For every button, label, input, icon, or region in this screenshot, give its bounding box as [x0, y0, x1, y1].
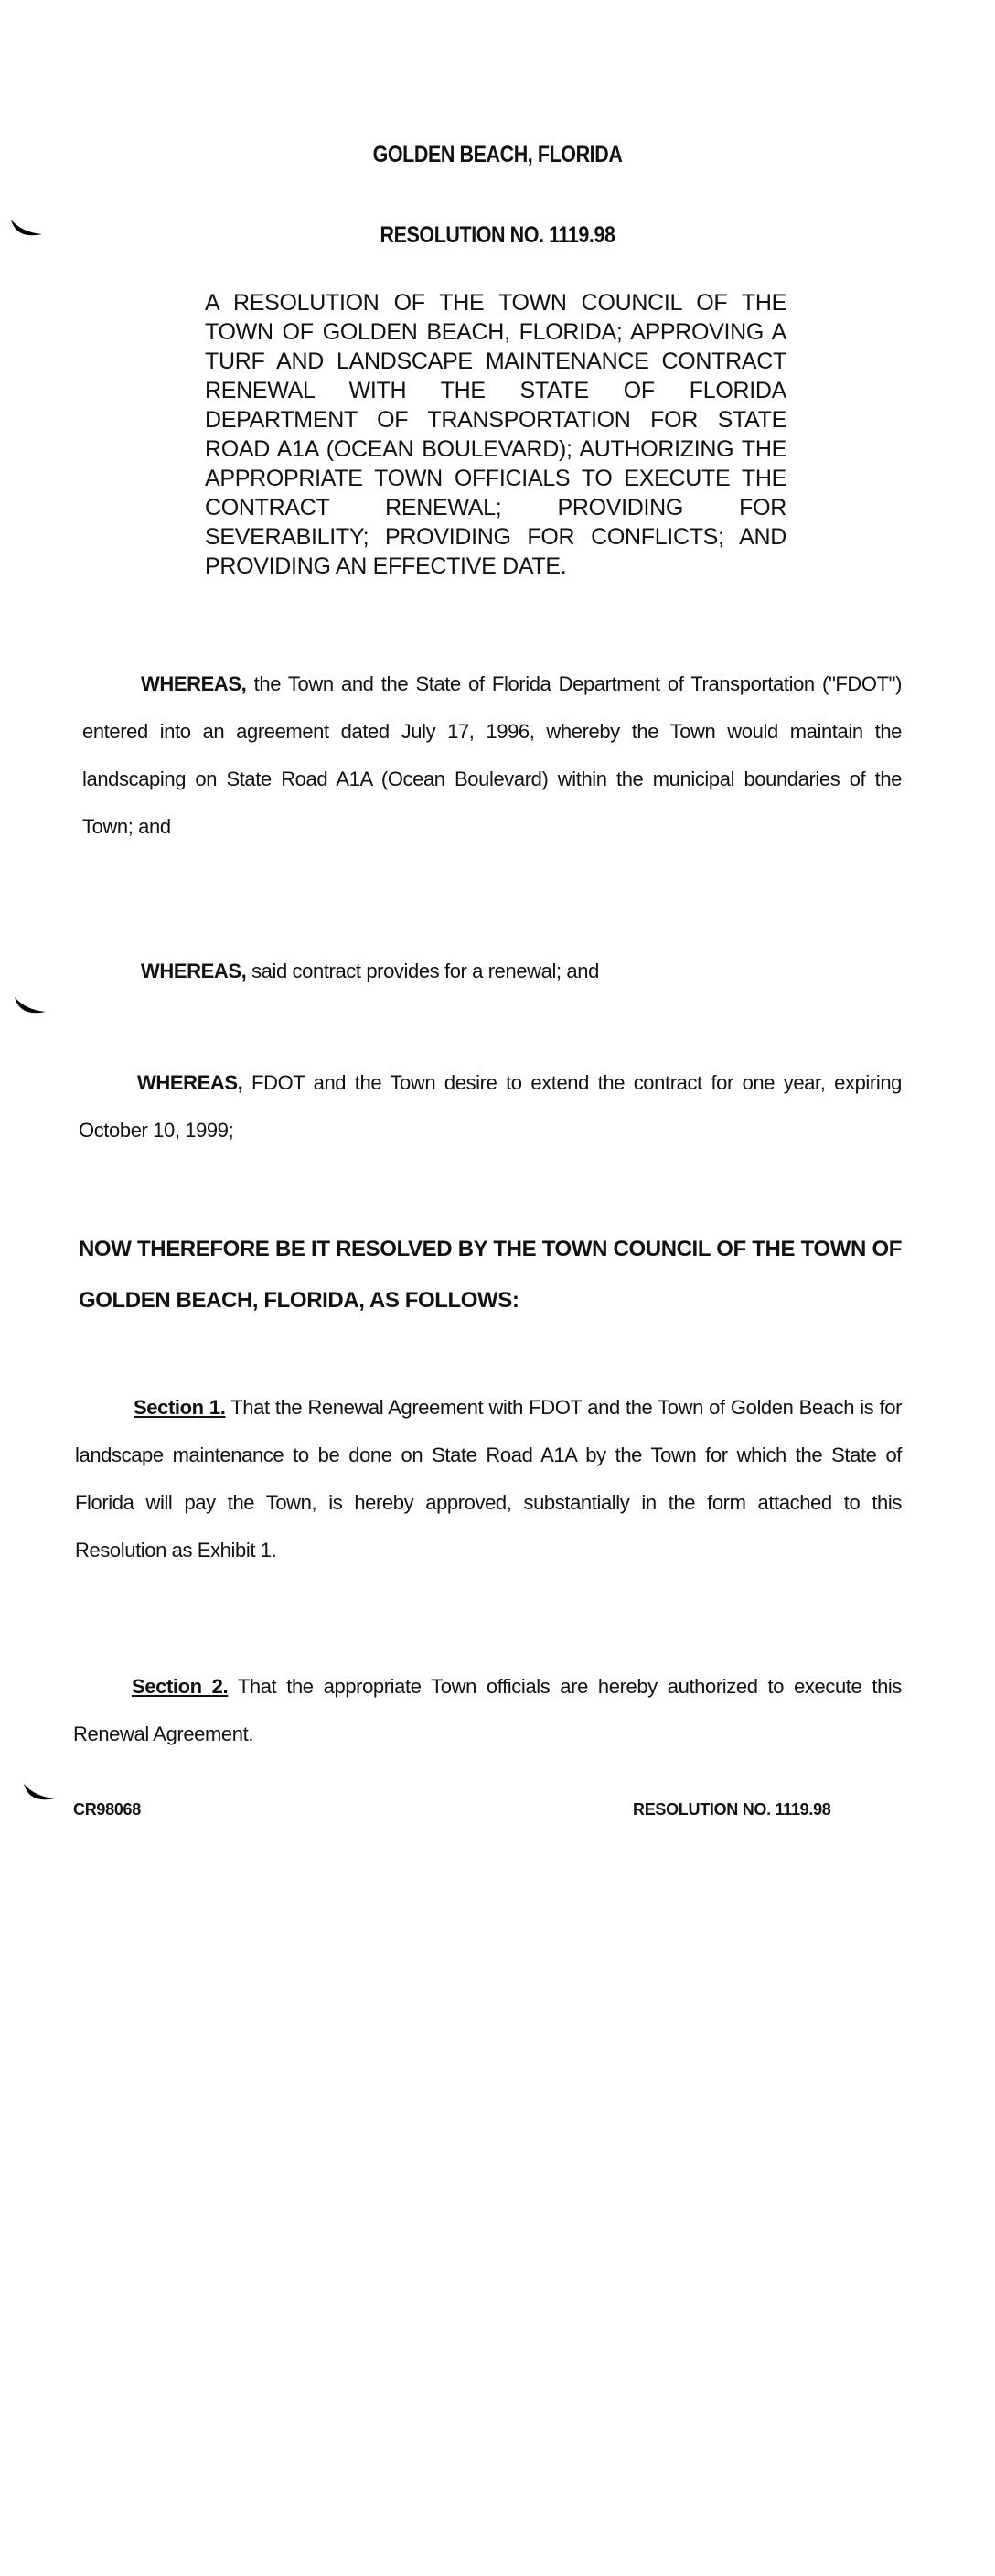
whereas-paragraph-1 — [82, 660, 902, 851]
punch-hole-mark — [9, 216, 44, 243]
section-2-text: That the appropriate Town officials are hereby authorized to execute this Renewal Agreement. — [73, 1675, 902, 1745]
whereas-lead: WHEREAS, — [141, 960, 247, 982]
whereas-text: said contract provides for a renewal; and — [246, 960, 599, 982]
whereas-lead: WHEREAS, — [141, 672, 247, 695]
whereas-lead: WHEREAS, — [137, 1071, 243, 1094]
section-2-label: Section 2. — [132, 1675, 229, 1698]
whereas-text: FDOT and the Town desire to extend the contract for one year, expiring October 10, 1999; — [79, 1071, 902, 1142]
section-1-paragraph — [75, 1384, 902, 1574]
punch-hole-mark — [22, 1780, 57, 1808]
section-1-label: Section 1. — [134, 1396, 226, 1419]
section-2-paragraph — [73, 1663, 902, 1758]
section-1-text: That the Renewal Agreement with FDOT and the Town of Golden Beach is for landscape maintenance to be done on State Road A1A by the Town for which the State of Florida will pay the Town, is hereby approved, substantially in the form attached to this Resolution as Exhibit 1. — [75, 1396, 903, 1562]
whereas-text: the Town and the State of Florida Department of Transportation ("FDOT") entered into an agreement dated July 17, 1996, whereby the Town would maintain the landscaping on State Road A1A (Ocean Boulevard) within the municipal boundaries of the Town; and — [82, 672, 902, 838]
resolution-caption: A RESOLUTION OF THE TOWN COUNCIL OF THE TOWN OF GOLDEN BEACH, FLORIDA; APPROVING A TURF AND LANDSCAPE MAINTENANCE CONTRACT RENEWAL WITH THE STATE OF FLORIDA DEPARTMENT OF TRANSPORTATION FOR STATE ROAD A1A (OCEAN BOULEVARD); AUTHORIZING THE APPROPRIATE TOWN OFFICIALS TO EXECUTE THE CONTRACT RENEWAL; PROVIDING FOR SEVERABILITY; PROVIDING FOR CONFLICTS; AND PROVIDING AN EFFECTIVE DATE. — [205, 290, 786, 579]
town-title: GOLDEN BEACH, FLORIDA — [372, 142, 623, 167]
punch-hole-mark — [13, 993, 48, 1021]
resolution-title: RESOLUTION NO. 1119.98 — [380, 222, 615, 248]
whereas-paragraph-3 — [79, 1059, 902, 1154]
footer-code: CR98068 — [73, 1800, 141, 1819]
resolved-clause: NOW THEREFORE BE IT RESOLVED BY THE TOWN COUNCIL OF THE TOWN OF GOLDEN BEACH, FLORIDA, AS FOLLOWS: — [79, 1237, 902, 1313]
whereas-paragraph-2 — [82, 948, 902, 995]
footer-resolution-number: RESOLUTION NO. 1119.98 — [633, 1800, 831, 1819]
